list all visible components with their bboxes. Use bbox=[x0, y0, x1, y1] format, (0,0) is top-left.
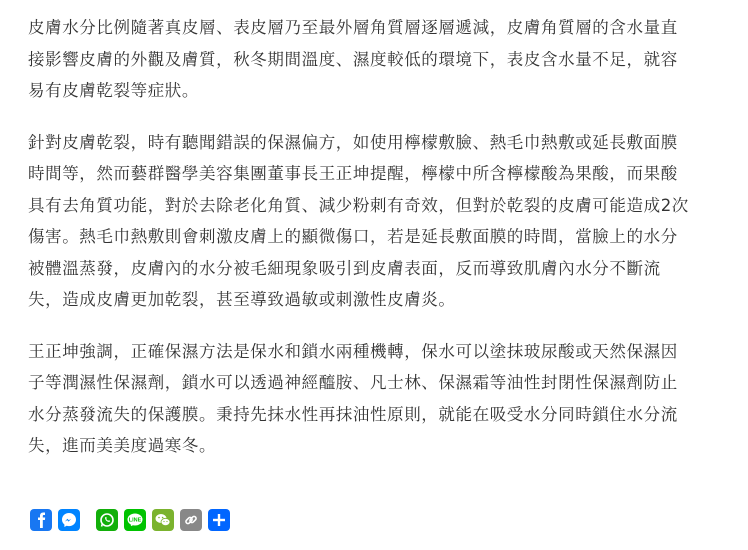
paragraph-line: 接影響皮膚的外觀及膚質，秋冬期間溫度、濕度較低的環境下，表皮含水量不足，就容 bbox=[28, 49, 678, 69]
paragraph-line: 水分蒸發流失的保護膜。秉持先抹水性再抹油性原則，就能在吸受水分同時鎖住水分流 bbox=[28, 404, 678, 424]
line-icon bbox=[126, 512, 144, 528]
facebook-icon bbox=[34, 512, 48, 528]
paragraph-line: 具有去角質功能，對於去除老化角質、減少粉刺有奇效，但對於乾裂的皮膚可能造成2次 bbox=[28, 195, 689, 215]
paragraph-line: 皮膚水分比例隨著真皮層、表皮層乃至最外層角質層逐層遞減，皮膚角質層的含水量直 bbox=[28, 18, 678, 37]
paragraph-line: 王正坤強調，正確保濕方法是保水和鎖水兩種機轉，保水可以塗抹玻尿酸或天然保濕因 bbox=[28, 341, 678, 361]
paragraph-line: 子等潤濕性保濕劑，鎖水可以透過神經醯胺、凡士林、保濕霜等油性封閉性保濕劑防止 bbox=[28, 373, 678, 392]
paragraph-1 bbox=[28, 12, 728, 107]
svg-text:LINE: LINE bbox=[128, 517, 142, 524]
more-share-button[interactable] bbox=[208, 509, 230, 531]
paragraph-2 bbox=[28, 127, 728, 316]
line-share-button[interactable] bbox=[124, 509, 146, 531]
paragraph-3 bbox=[28, 336, 728, 462]
paragraph-line: 失，造成皮膚更加乾裂，甚至導致過敏或刺激性皮膚炎。 bbox=[28, 290, 456, 309]
wechat-icon bbox=[154, 512, 172, 528]
messenger-icon bbox=[61, 512, 77, 528]
messenger-share-button[interactable] bbox=[58, 509, 80, 531]
facebook-share-button[interactable] bbox=[30, 509, 52, 531]
paragraph-line: 失，進而美美度過寒冬。 bbox=[28, 436, 217, 455]
paragraph-line: 易有皮膚乾裂等症狀。 bbox=[28, 81, 199, 100]
paragraph-line: 針對皮膚乾裂，時有聽聞錯誤的保濕偏方，如使用檸檬敷臉、熱毛巾熱敷或延長敷面膜 bbox=[28, 132, 678, 152]
whatsapp-icon bbox=[99, 512, 115, 528]
share-bar bbox=[30, 508, 236, 532]
paragraph-line: 時間等，然而藝群醫學美容集團董事長王正坤提醒，檸檬中所含檸檬酸為果酸，而果酸 bbox=[28, 164, 678, 183]
link-icon bbox=[183, 512, 199, 528]
article-body bbox=[28, 12, 728, 482]
whatsapp-share-button[interactable] bbox=[96, 509, 118, 531]
copy-link-button[interactable] bbox=[180, 509, 202, 531]
wechat-share-button[interactable] bbox=[152, 509, 174, 531]
plus-icon bbox=[212, 513, 226, 527]
paragraph-line: 傷害。熱毛巾熱敷則會刺激皮膚上的顯微傷口，若是延長敷面膜的時間，當臉上的水分 bbox=[28, 227, 678, 246]
paragraph-line: 被體溫蒸發，皮膚內的水分被毛細現象吸引到皮膚表面，反而導致肌膚內水分不斷流 bbox=[28, 258, 661, 278]
